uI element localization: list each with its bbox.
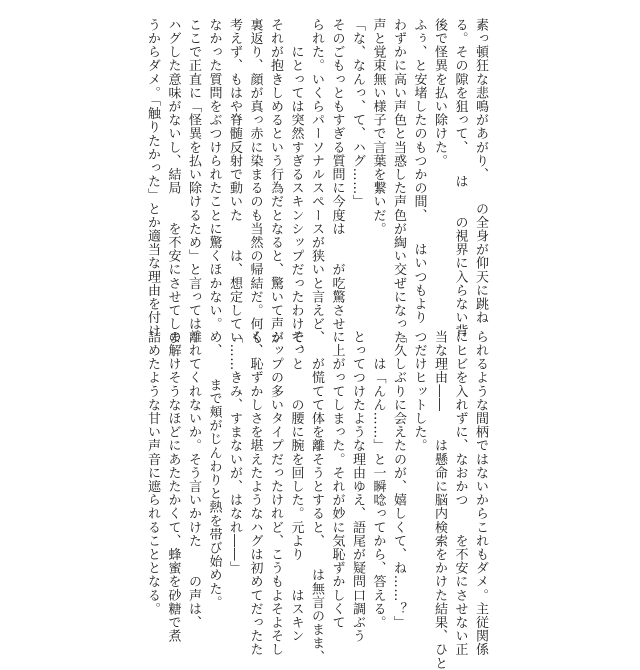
- text-line: 声と覚束無い様子で言葉を繋いだ。: [370, 18, 386, 236]
- text-line: ここで正直に「怪異を払い除けるため」と言っては: [186, 18, 201, 331]
- text-line: 後で怪異を払い除けた。: [432, 18, 447, 168]
- text-line: わずかに高い声色と当惑した声色が綯い交ぜになった: [391, 18, 406, 345]
- text-line: 裏返り、顔が真っ赤に染まるのも当然の帰結だ。何も: [247, 18, 263, 345]
- text-line: うからダメ。「触りたかった」とか適当な理由を付け: [145, 18, 160, 338]
- text-line: は「んん……」と一瞬唸ってから、答える。: [370, 330, 386, 630]
- text-line: る。その隙を狙って、 は の視界に入らない背: [452, 18, 468, 338]
- text-line: 「な、なんっ、て、ハグ……」: [350, 18, 365, 209]
- text-line: にヒビを入れずに、なおかつ を不安にさせない正: [452, 330, 468, 657]
- text-line: にとっては突然すぎるスキンシップだったわけで、: [288, 18, 304, 358]
- text-line: ふぅ、と安堵したのもつかの間、 はいつもより: [411, 18, 427, 325]
- text-line: め、 まで頬がじんわりと熱を帯び始めた。: [206, 330, 222, 610]
- text-line: く、恥ずかしさを堪えたようなハグは初めてだったた: [247, 330, 263, 657]
- text-line: そのごもっともすぎる質問に今度は が吃驚させ: [329, 18, 345, 331]
- text-line: 離れてくれないか。そう言いかけた の声は、: [186, 330, 201, 630]
- text-line: 考えず、もはや脊髄反射で動いた は、想定してい: [227, 18, 242, 345]
- text-line: 「……きみ、すまないが、はなれ――」: [227, 330, 242, 575]
- text-line: 詰めたような甘い声音に遮られることとなる。: [145, 330, 160, 616]
- text-line: 素っ頓狂な悲鳴があがり、 の全身が仰天に跳ね: [473, 18, 488, 325]
- bottom-text-block: [145, 330, 490, 670]
- text-line: られるような間柄ではないからこれもダメ。主従関係: [473, 330, 488, 657]
- text-line: とってつけたような理由ゆえ、語尾が疑問口調ぶう: [350, 330, 365, 643]
- text-line: それが抱きしめるという行為だとなると、驚いて声が: [268, 18, 283, 345]
- text-line: られた。いくらパーソナルスペースが狭いと言えど、: [309, 18, 324, 345]
- text-line: が慌てて体を離そうとすると、 は無言のまま、: [309, 330, 324, 664]
- text-line: そっと の腰に腕を回した。元より はスキン: [288, 330, 304, 643]
- text-line: に上がってしまった。それが妙に気恥ずかしくて: [329, 330, 345, 630]
- text-line: シップの多いタイプだったけれど、こうもよそよそし: [268, 330, 283, 657]
- top-text-block: [145, 18, 490, 358]
- text-line: ハグした意味がないし、結局 を不安にさせてしま: [165, 18, 181, 345]
- text-line: 「久しぶりに会えたのが、嬉しくて、ね……？」: [391, 330, 406, 630]
- text-line: 当な理由―― は懸命に脳内検索をかけた結果、ひと: [432, 330, 447, 670]
- text-line: なかった質問をぶつけられたことに驚くほかない。: [206, 18, 222, 331]
- text-line: の解けそうなほどにあたたかくて、蜂蜜を砂糖で煮: [165, 330, 181, 643]
- text-line: つだけヒットした。: [411, 330, 427, 453]
